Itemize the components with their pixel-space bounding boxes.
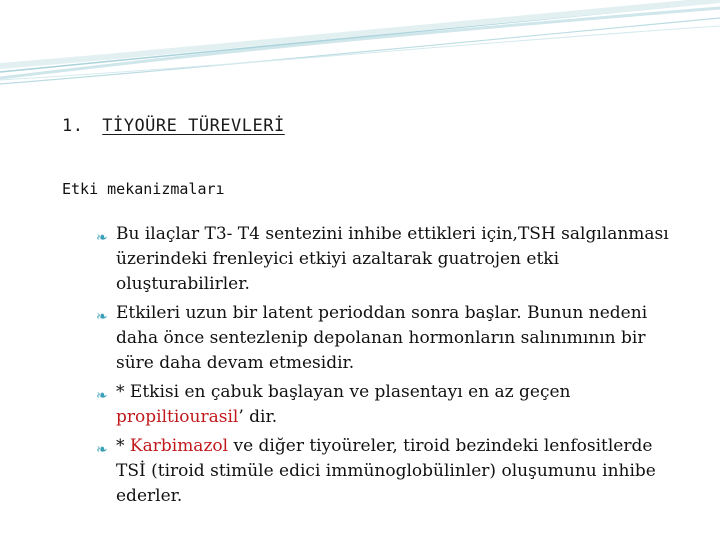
- leaf-bullet-icon: ❧: [96, 442, 108, 458]
- bullet-list: [96, 222, 686, 513]
- bullet-item: [96, 222, 686, 297]
- leaf-bullet-icon: ❧: [96, 388, 108, 404]
- bullet-text: Etkileri uzun bir latent perioddan sonra başlar. Bunun nedeni daha önce sentezlenip depolanan hormonların salınımının bir süre daha devam etmesidir.: [116, 303, 648, 373]
- bullet-text-prefix: * Etkisi en çabuk başlayan ve plasentayı en az geçen: [116, 382, 571, 402]
- bullet-item: [96, 434, 686, 509]
- leaf-bullet-icon: ❧: [96, 309, 108, 325]
- leaf-bullet-icon: ❧: [96, 230, 108, 246]
- drug-name-highlight: Karbimazol: [129, 436, 229, 456]
- wave-decoration: [0, 0, 720, 90]
- bullet-text-prefix: *: [116, 436, 130, 456]
- bullet-text-suffix: ve diğer tiyoüreler, tiroid bezindeki lenfositlerde TSİ (tiroid stimüle edici immünoglobülinler) oluşumunu inhibe ederler.: [116, 436, 656, 506]
- drug-name-highlight: propiltiourasil: [116, 407, 239, 427]
- subheading: Etki mekanizmaları: [62, 180, 225, 198]
- bullet-item: [96, 301, 686, 376]
- bullet-text-suffix: ’ dir.: [238, 407, 278, 427]
- bullet-item: [96, 380, 686, 430]
- section-number: 1.: [62, 116, 84, 136]
- slide-title: [62, 116, 285, 136]
- bullet-text: Bu ilaçlar T3- T4 sentezini inhibe ettikleri için,TSH salgılanması üzerindeki frenleyici etkiyi azaltarak guatrojen etki oluşturabilirler.: [116, 224, 669, 294]
- section-heading: TİYOÜRE TÜREVLERİ: [102, 116, 285, 136]
